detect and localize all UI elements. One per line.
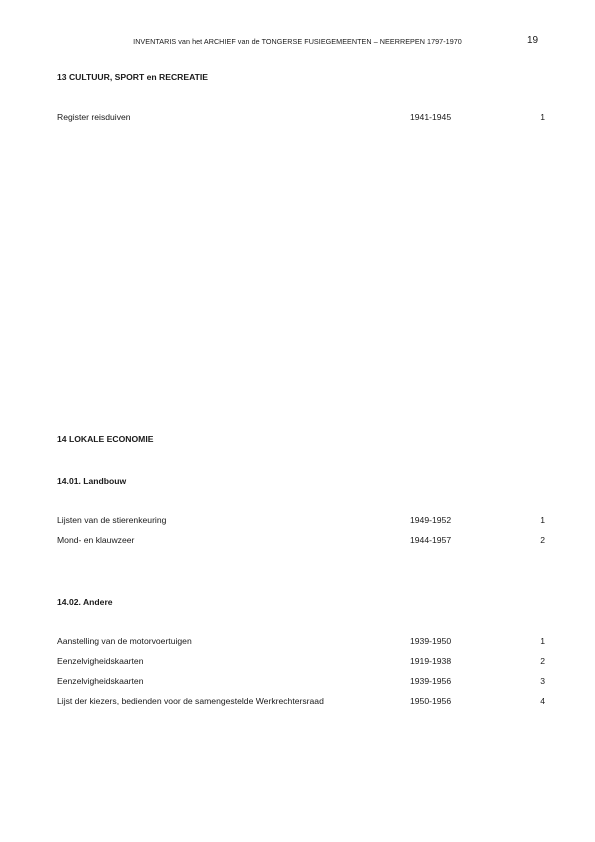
item-number: 1: [540, 636, 545, 646]
item-description: Aanstelling van de motorvoertuigen: [57, 636, 192, 646]
section-heading-14: 14 LOKALE ECONOMIE: [57, 434, 154, 444]
item-description: Eenzelvigheidskaarten: [57, 676, 144, 686]
list-item: [57, 636, 545, 648]
item-description: Lijst der kiezers, bedienden voor de samengestelde Werkrechtersraad: [57, 696, 324, 706]
item-years: 1944-1957: [410, 535, 452, 545]
item-years: 1949-1952: [410, 515, 452, 525]
subsection-heading-14-02: 14.02. Andere: [57, 597, 113, 607]
list-item: [57, 515, 545, 527]
list-item: [57, 676, 545, 688]
header-title: INVENTARIS van het ARCHIEF van de TONGERSE FUSIEGEMEENTEN – NEERREPEN 1797-1970: [133, 37, 462, 46]
item-number: 1: [540, 515, 545, 525]
item-years: 1919-1938: [410, 656, 452, 666]
item-number: 2: [540, 535, 545, 545]
item-number: 1: [540, 112, 545, 122]
page-number: 19: [527, 35, 539, 46]
item-years: 1941-1945: [410, 112, 452, 122]
item-years: 1939-1956: [410, 676, 452, 686]
item-number: 3: [540, 676, 545, 686]
list-item: [57, 112, 545, 124]
list-item: [57, 696, 545, 708]
list-item: [57, 656, 545, 668]
list-item: [57, 535, 545, 547]
item-description: Eenzelvigheidskaarten: [57, 656, 144, 666]
item-years: 1939-1950: [410, 636, 452, 646]
item-description: Lijsten van de stierenkeuring: [57, 515, 167, 525]
subsection-heading-14-01: 14.01. Landbouw: [57, 476, 127, 486]
item-years: 1950-1956: [410, 696, 452, 706]
item-number: 2: [540, 656, 545, 666]
item-number: 4: [540, 696, 545, 706]
item-description: Mond- en klauwzeer: [57, 535, 135, 545]
section-heading-13: 13 CULTUUR, SPORT en RECREATIE: [57, 72, 209, 82]
item-description: Register reisduiven: [57, 112, 131, 122]
